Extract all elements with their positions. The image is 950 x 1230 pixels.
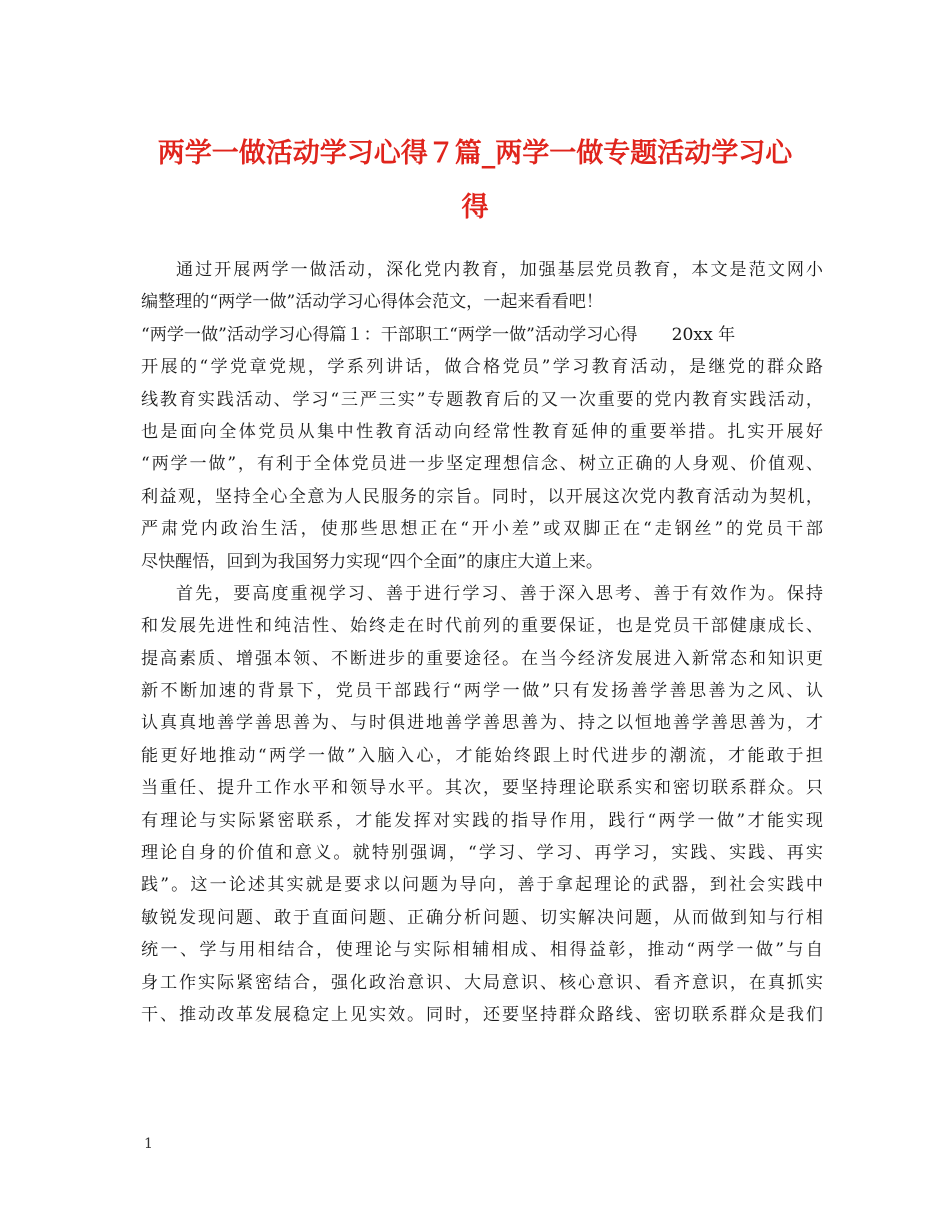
text-line: 统一、学与用相结合，使理论与实际相辅相成、相得益彰，推动“两学一做”与自 xyxy=(141,940,823,961)
text-line: 能更好地推动“两学一做”入脑入心，才能始终跟上时代进步的潮流，才能敢于担 xyxy=(141,745,823,766)
text-line: 线教育实践活动、学习“三严三实”专题教育后的又一次重要的党内教育实践活动， xyxy=(141,389,823,410)
document-title xyxy=(120,127,830,235)
text-line: 首先，要高度重视学习、善于进行学习、善于深入思考、善于有效作为。保持 xyxy=(176,583,823,604)
text-line: 利益观，坚持全心全意为人民服务的宗旨。同时，以开展这次党内教育活动为契机， xyxy=(141,486,823,507)
text-line: 认真真地善学善思善为、与时俱进地善学善思善为、持之以恒地善学善思善为，才 xyxy=(141,713,823,734)
text-line: “两学一做”活动学习心得篇１：干部职工“两学一做”活动学习心得 20xx 年 xyxy=(141,324,736,345)
text-line: 编整理的“两学一做”活动学习心得体会范文，一起来看看吧！ xyxy=(141,292,603,313)
text-line: 新不断加速的背景下，党员干部践行“两学一做”只有发扬善学善思善为之风、认 xyxy=(141,681,823,702)
document-body xyxy=(141,254,823,1031)
text-line: 敏锐发现问题、敢于直面问题、正确分析问题、切实解决问题，从而做到知与行相 xyxy=(141,907,823,928)
text-line: 开展的“学党章党规，学系列讲话，做合格党员”学习教育活动，是继党的群众路 xyxy=(141,357,823,378)
text-line: “两学一做”，有利于全体党员进一步坚定理想信念、树立正确的人身观、价值观、 xyxy=(141,454,823,475)
text-line: 也是面向全体党员从集中性教育活动向经常性教育延伸的重要举措。扎实开展好 xyxy=(141,421,823,442)
text-line: 践”。这一论述其实就是要求以问题为导向，善于拿起理论的武器，到社会实践中 xyxy=(141,875,823,896)
text-line: 有理论与实际紧密联系，才能发挥对实践的指导作用，践行“两学一做”才能实现 xyxy=(141,810,823,831)
text-line: 尽快醒悟，回到为我国努力实现“四个全面”的康庄大道上来。 xyxy=(141,551,603,572)
title-line-2: 得 xyxy=(461,192,489,223)
page-number: 1 xyxy=(144,1136,153,1152)
text-line: 干、推动改革发展稳定上见实效。同时，还要坚持群众路线、密切联系群众是我们 xyxy=(141,1004,823,1025)
text-line: 通过开展两学一做活动，深化党内教育，加强基层党员教育，本文是范文网小 xyxy=(176,260,823,280)
text-line: 提高素质、增强本领、不断进步的重要途径。在当今经济发展进入新常态和知识更 xyxy=(141,648,823,669)
text-line: 和发展先进性和纯洁性、始终走在时代前列的重要保证，也是党员干部健康成长、 xyxy=(141,616,823,637)
text-line: 当重任、提升工作水平和领导水平。其次，要坚持理论联系实和密切联系群众。只 xyxy=(141,778,823,799)
text-line: 严肃党内政治生活，使那些思想正在“开小差”或双脚正在“走钢丝”的党员干部 xyxy=(141,519,823,540)
text-line: 身工作实际紧密结合，强化政治意识、大局意识、核心意识、看齐意识，在真抓实 xyxy=(141,972,823,993)
text-line: 理论自身的价值和意义。就特别强调，“学习、学习、再学习，实践、实践、再实 xyxy=(141,843,823,864)
title-line-1: 两学一做活动学习心得７篇_两学一做专题活动学习心 xyxy=(157,138,793,169)
